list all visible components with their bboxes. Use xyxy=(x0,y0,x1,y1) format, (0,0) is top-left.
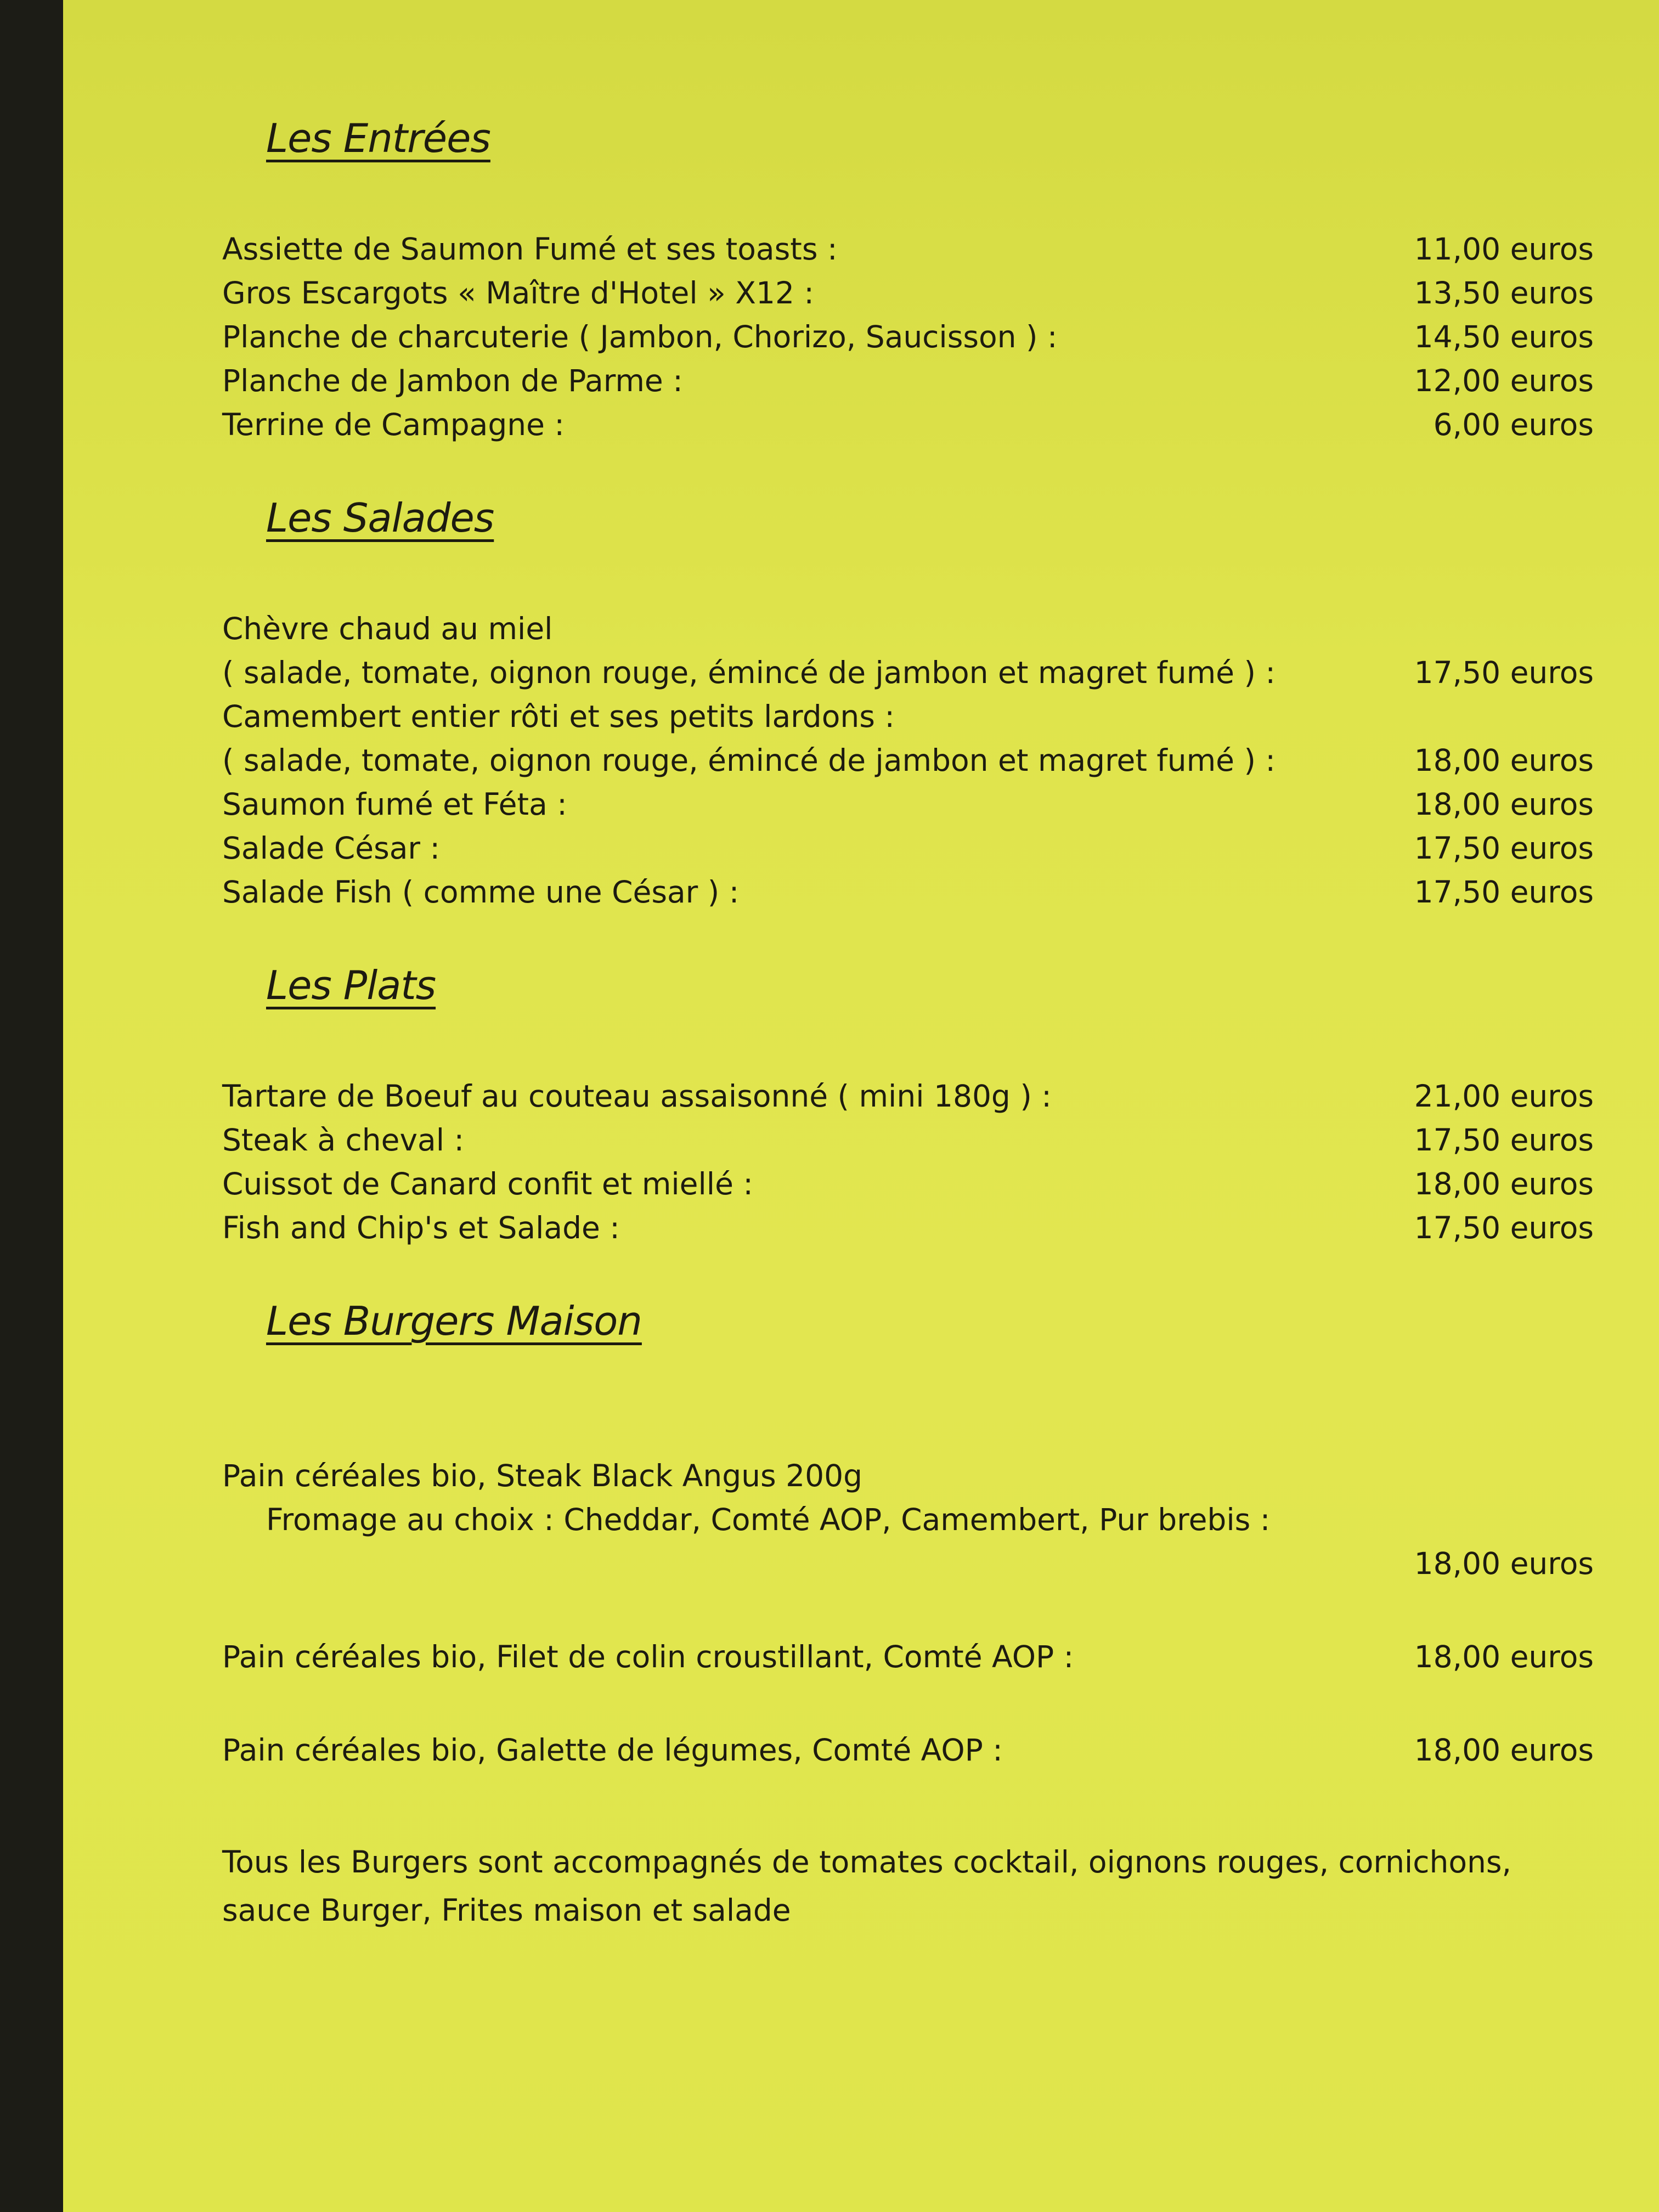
item-price: 18,00 euros xyxy=(1414,1546,1594,1581)
item-price: 17,50 euros xyxy=(1414,874,1594,910)
item-description: Salade César : xyxy=(222,831,441,866)
item-description: Gros Escargots « Maître d'Hotel » X12 : xyxy=(222,275,814,311)
item-sub-line: Fromage au choix : Cheddar, Comté AOP, Camembert, Pur brebis : xyxy=(266,1502,1271,1537)
menu-item xyxy=(222,359,1594,403)
menu-item xyxy=(222,1728,1594,1772)
menu-item xyxy=(222,1162,1594,1206)
item-description: Planche de charcuterie ( Jambon, Chorizo, Saucisson ) : xyxy=(222,319,1058,354)
menu-item xyxy=(222,782,1594,826)
item-price: 12,00 euros xyxy=(1414,363,1594,398)
menu-item xyxy=(222,1410,1594,1585)
item-main-line: Pain céréales bio, Steak Black Angus 200g xyxy=(222,1458,863,1493)
item-description: Tartare de Boeuf au couteau assaisonné ( mini 180g ) : xyxy=(222,1079,1052,1114)
item-price: 18,00 euros xyxy=(1414,743,1594,778)
menu-item xyxy=(222,315,1594,359)
menu-item xyxy=(222,1206,1594,1250)
item-price: 6,00 euros xyxy=(1433,407,1594,442)
item-description: Cuissot de Canard confit et miellé : xyxy=(222,1166,753,1201)
item-price: 17,50 euros xyxy=(1414,1210,1594,1245)
item-price: 17,50 euros xyxy=(1414,831,1594,866)
menu-content xyxy=(222,115,1594,1983)
item-price: 21,00 euros xyxy=(1414,1079,1594,1114)
menu-item xyxy=(222,1118,1594,1162)
item-description: Salade Fish ( comme une César ) : xyxy=(222,874,740,910)
menu-item xyxy=(222,1074,1594,1118)
item-price: 18,00 euros xyxy=(1414,1166,1594,1201)
menu-item xyxy=(222,826,1594,870)
section-title: Les Burgers Maison xyxy=(266,1298,642,1344)
menu-item xyxy=(222,271,1594,315)
section-plats xyxy=(222,962,1594,1250)
section-title: Les Plats xyxy=(266,962,436,1008)
section-entrees xyxy=(222,115,1594,447)
item-price: 11,00 euros xyxy=(1414,232,1594,267)
item-description: Saumon fumé et Féta : xyxy=(222,787,567,822)
item-description: Terrine de Campagne : xyxy=(222,407,565,442)
menu-item xyxy=(222,227,1594,271)
item-price: 17,50 euros xyxy=(1414,655,1594,690)
menu-item xyxy=(222,403,1594,447)
section-burgers xyxy=(222,1298,1594,1934)
menu-item xyxy=(222,870,1594,914)
burger-note: Tous les Burgers sont accompagnés de tomates cocktail, oignons rouges, cornichons, sauce Burger, Frites maison et salade xyxy=(222,1844,1511,1928)
item-description: Camembert entier rôti et ses petits lardons : ( salade, tomate, oignon rouge, émincé de jambon et magret fumé ) : xyxy=(222,699,1276,778)
item-price: 18,00 euros xyxy=(1414,787,1594,822)
menu-page xyxy=(63,0,1659,2212)
item-description: Fish and Chip's et Salade : xyxy=(222,1210,620,1245)
item-description: Planche de Jambon de Parme : xyxy=(222,363,683,398)
section-title: Les Salades xyxy=(266,495,494,541)
item-description: Steak à cheval : xyxy=(222,1122,465,1158)
item-description: Pain céréales bio, Galette de légumes, Comté AOP : xyxy=(222,1733,1003,1768)
item-price: 18,00 euros xyxy=(1414,1733,1594,1768)
menu-item xyxy=(222,1635,1594,1679)
item-description: Pain céréales bio, Filet de colin croustillant, Comté AOP : xyxy=(222,1639,1074,1674)
item-price: 13,50 euros xyxy=(1414,275,1594,311)
section-title: Les Entrées xyxy=(266,115,490,161)
section-salades xyxy=(222,495,1594,914)
item-price: 14,50 euros xyxy=(1414,319,1594,354)
menu-item xyxy=(222,607,1594,695)
item-description: Assiette de Saumon Fumé et ses toasts : xyxy=(222,232,838,267)
item-description xyxy=(222,1410,1396,1585)
menu-item xyxy=(222,695,1594,782)
item-price: 18,00 euros xyxy=(1414,1639,1594,1674)
item-price: 17,50 euros xyxy=(1414,1122,1594,1158)
item-description: Chèvre chaud au miel ( salade, tomate, oignon rouge, émincé de jambon et magret fumé ) : xyxy=(222,611,1276,690)
